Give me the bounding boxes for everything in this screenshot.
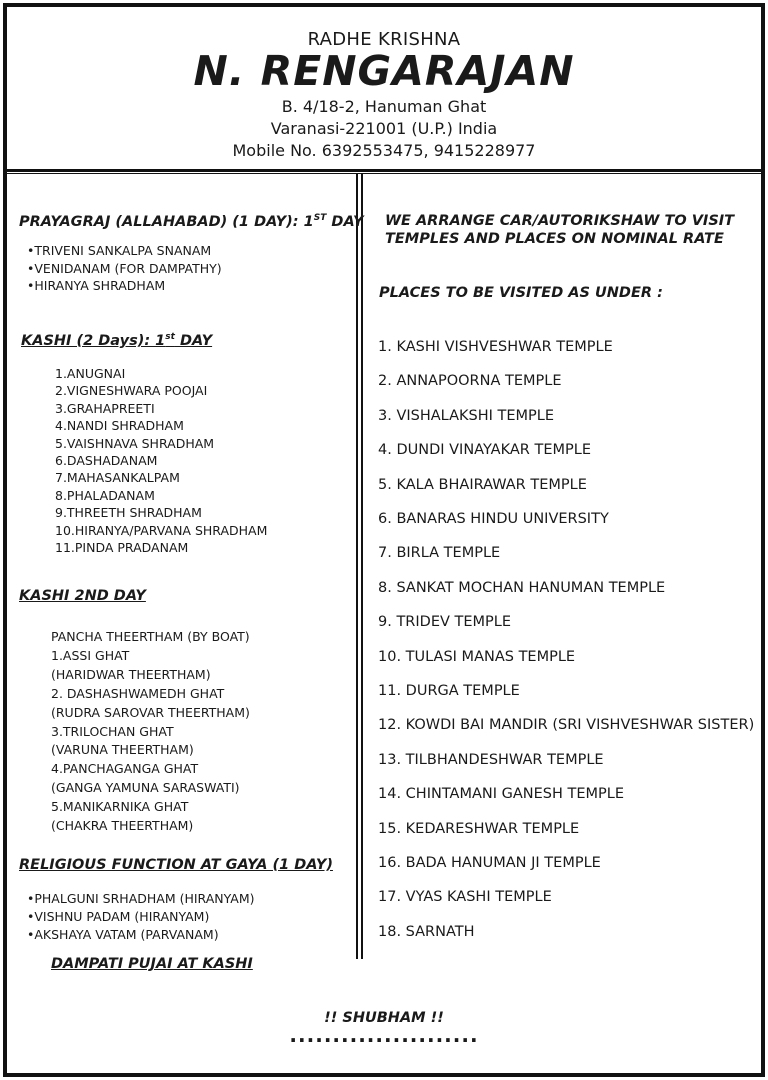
- address-line-2: Varanasi-221001 (U.P.) India: [270, 119, 498, 138]
- list-item: (RUDRA SAROVAR THEERTHAM): [51, 704, 250, 720]
- mobile-numbers: Mobile No. 6392553475, 9415228977: [232, 141, 536, 160]
- header-top-line: RADHE KRISHNA: [307, 29, 461, 50]
- place-item: 14. CHINTAMANI GANESH TEMPLE: [378, 786, 625, 803]
- list-item: 4.NANDI SHRADHAM: [55, 418, 184, 434]
- place-item: 10. TULASI MANAS TEMPLE: [378, 648, 576, 665]
- dampati-pujai-title: DAMPATI PUJAI AT KASHI: [51, 956, 253, 972]
- list-item: 10.HIRANYA/PARVANA SHRADHAM: [55, 522, 268, 538]
- list-item: •AKSHAYA VATAM (PARVANAM): [27, 927, 219, 942]
- list-item: •VISHNU PADAM (HIRANYAM): [27, 909, 210, 924]
- list-item: 7.MAHASANKALPAM: [55, 470, 180, 486]
- kashi-day1-title: KASHI (2 Days): 1st DAY: [21, 332, 213, 349]
- place-item: 16. BADA HANUMAN JI TEMPLE: [378, 855, 601, 871]
- place-item: 18. SARNATH: [378, 923, 475, 940]
- header-divider-bottom: [7, 173, 761, 174]
- column-divider-right: [361, 174, 363, 959]
- list-item: 1.ANUGNAI: [55, 366, 126, 381]
- place-item: 6. BANARAS HINDU UNIVERSITY: [378, 511, 609, 527]
- place-item: 13. TILBHANDESHWAR TEMPLE: [378, 751, 604, 768]
- list-item: 11.PINDA PRADANAM: [55, 540, 189, 555]
- list-item: 1.ASSI GHAT: [51, 647, 130, 663]
- list-item: (VARUNA THEERTHAM): [51, 742, 194, 758]
- list-item: •HIRANYA SHRADHAM: [27, 278, 166, 293]
- place-item: 4. DUNDI VINAYAKAR TEMPLE: [378, 442, 591, 459]
- place-item: 3. VISHALAKSHI TEMPLE: [378, 407, 555, 424]
- list-item: 3.TRILOCHAN GHAT: [51, 723, 174, 739]
- footer-dots: ......................: [289, 1023, 479, 1047]
- list-item: 2.VIGNESHWARA POOJAI: [55, 383, 208, 399]
- list-item: (CHAKRA THEERTHAM): [51, 818, 194, 833]
- list-item: (HARIDWAR THEERTHAM): [51, 666, 211, 682]
- letterhead: [7, 7, 761, 169]
- address-line-1: B. 4/18-2, Hanuman Ghat: [281, 97, 487, 116]
- place-item: 1. KASHI VISHVESHWAR TEMPLE: [378, 339, 613, 355]
- list-item: PANCHA THEERTHAM (BY BOAT): [51, 629, 250, 644]
- arrange-line-2: TEMPLES AND PLACES ON NOMINAL RATE: [385, 231, 724, 247]
- shubham-text: !! SHUBHAM !!: [324, 1010, 444, 1026]
- arrange-line-1: WE ARRANGE CAR/AUTORIKSHAW TO VISIT: [385, 213, 735, 229]
- place-item: 17. VYAS KASHI TEMPLE: [378, 889, 552, 906]
- place-item: 12. KOWDI BAI MANDIR (SRI VISHVESHWAR SISTER): [378, 717, 755, 734]
- list-item: (GANGA YAMUNA SARASWATI): [51, 780, 240, 796]
- list-item: 4.PANCHAGANGA GHAT: [51, 761, 199, 777]
- list-item: •TRIVENI SANKALPA SNANAM: [27, 243, 212, 258]
- column-divider-left: [356, 174, 358, 959]
- place-item: 2. ANNAPOORNA TEMPLE: [378, 373, 562, 390]
- list-item: 2. DASHASHWAMEDH GHAT: [51, 685, 225, 701]
- list-item: 5.MANIKARNIKA GHAT: [51, 799, 189, 815]
- list-item: •PHALGUNI SRHADHAM (HIRANYAM): [27, 891, 255, 906]
- gaya-title: RELIGIOUS FUNCTION AT GAYA (1 DAY): [19, 857, 333, 873]
- list-item: 9.THREETH SHRADHAM: [55, 505, 202, 521]
- places-title: PLACES TO BE VISITED AS UNDER :: [379, 285, 663, 301]
- place-item: 15. KEDARESHWAR TEMPLE: [378, 820, 580, 837]
- list-item: 3.GRAHAPREETI: [55, 400, 155, 416]
- list-item: 6.DASHADANAM: [55, 453, 158, 468]
- place-item: 11. DURGA TEMPLE: [378, 683, 520, 699]
- place-item: 5. KALA BHAIRAWAR TEMPLE: [378, 476, 587, 493]
- prayagraj-title: PRAYAGRAJ (ALLAHABAD) (1 DAY): 1ST DAY: [19, 213, 364, 230]
- kashi-day2-title: KASHI 2ND DAY: [19, 588, 146, 604]
- place-item: 7. BIRLA TEMPLE: [378, 545, 501, 562]
- place-item: 8. SANKAT MOCHAN HANUMAN TEMPLE: [378, 579, 666, 596]
- list-item: 5.VAISHNAVA SHRADHAM: [55, 435, 215, 451]
- header-divider-top: [7, 169, 761, 172]
- list-item: 8.PHALADANAM: [55, 487, 155, 503]
- page-frame: [3, 3, 765, 1077]
- place-item: 9. TRIDEV TEMPLE: [378, 614, 512, 631]
- header-name: N. RENGARAJAN: [193, 47, 575, 95]
- list-item: •VENIDANAM (FOR DAMPATHY): [27, 260, 222, 276]
